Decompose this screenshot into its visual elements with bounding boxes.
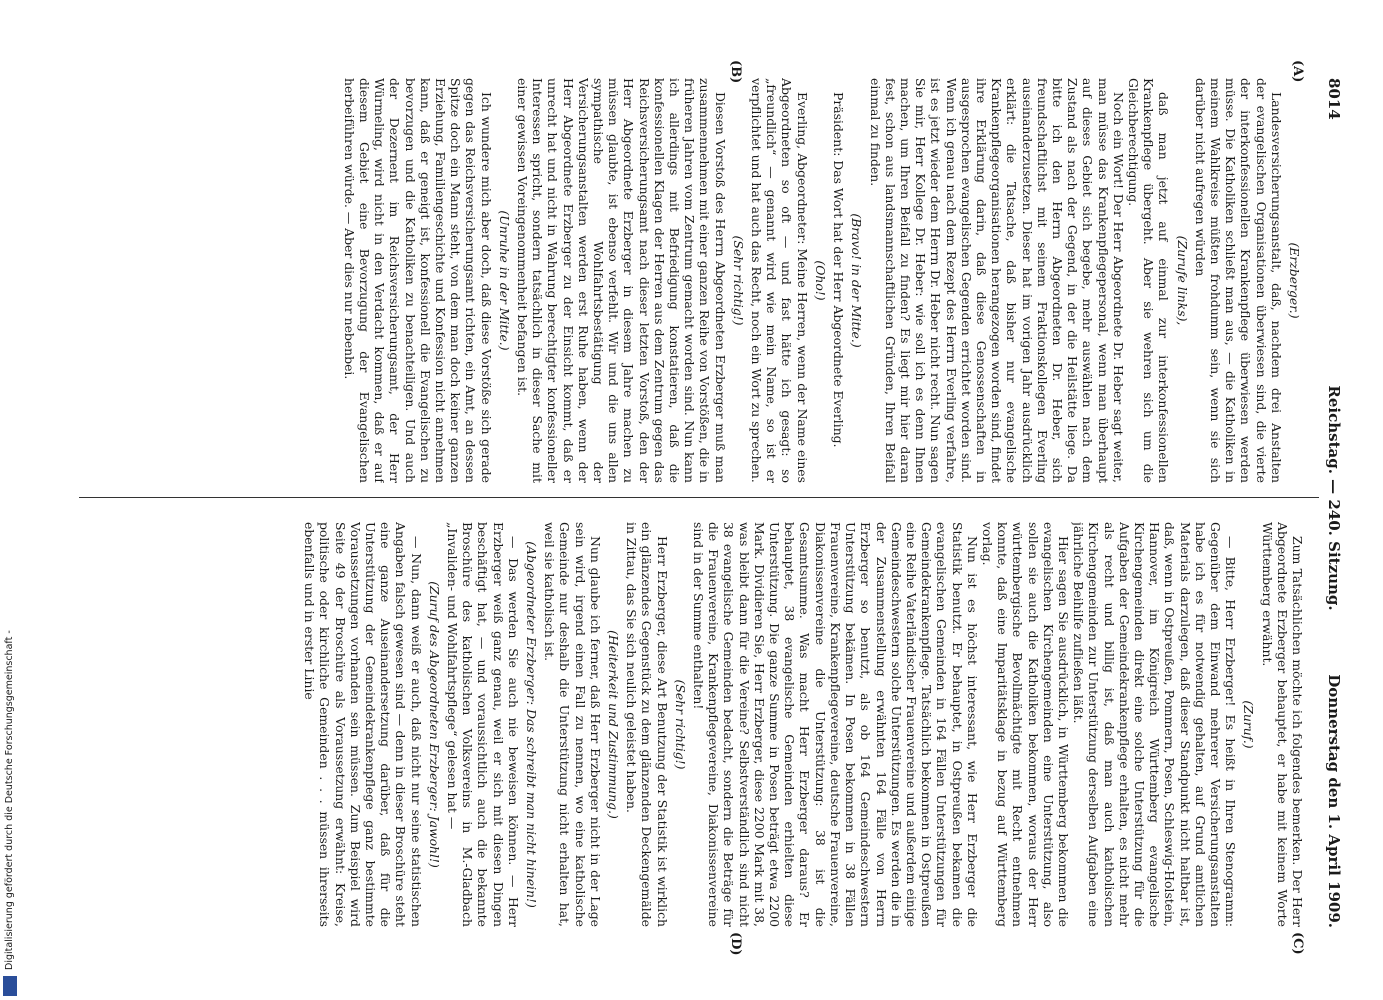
paragraph: Noch ein Wort! Der Herr Abgeordnete Dr. Heber sagt weiter, man müsse das Krankenpflegepersonal, wenn man überhaupt auf dieses Gebiet sich begebe, mehr auswählen nach dem Zustand als nach der Gegend, in der die Heilstätte liege. Da bitte ich den Herrn Abgeordneten Dr. Heber, sich freundschaftlichst mit seinem Fraktionskollegen Everling auseinanderzusetzen. Dieser hat im vorigen Jahr ausdrücklich erklärt: die Tatsache, daß bisher nur evangelische Krankenpflegeorganisationen herangezogen worden sind, findet ihre Erklärung darin, daß diese Genossenschaften in ausgesprochen evangelischen Gegenden errichtet worden sind. Wenn ich genau nach dem Rezept des Herrn Everling verfahre, ist es jetzt wieder dem Herrn Dr. Heber nicht recht. Nun sagen Sie mir, Herr Kollege Dr. Heber: wie soll ich es denn Ihnen machen, um Ihren Beifall zu finden? Es liegt mir hier daran fest, schon aus landsmannschaftlichen Gründen, Ihren Beifall einmal zu finden. (867, 78, 1126, 483)
paragraph: — Nun, dann weiß er auch, daß nicht nur seine statistischen Angaben falsch gewesen sind — denn in dieser Broschüre steht eine ganze Auseinandersetzung darüber, daß für die Unterstützung der Gemeindekrankenpflege ganz bestimmte Voraussetzungen vorhanden sein müssen. Zum Beispiel wird Seite 49 der Broschüre als Voraussetzung erwähnt: Kreise, politische oder kirchliche Gemeinden . . . müssen ihrerseits ebenfalls und in erster Linie (302, 522, 424, 927)
interjection: (Sehr richtig!) (730, 235, 746, 326)
session-date: Donnerstag den 1. April 1909. (1325, 674, 1343, 928)
running-title: Reichstag. — 240. Sitzung. (1325, 385, 1343, 611)
interjection: (Erzberger.) (1287, 242, 1302, 319)
paragraph: — Bitte, Herr Erzberger! Es heißt in Ihren Stenogramm: Gegenüber dem Einwand mehrerer Versicherungsanstalten habe ich es für notwendig gehalten, auf Grund amtlichen Materials darzulegen, daß dieser Standpunkt nicht haltbar ist, daß, wenn in Ostpreußen, Pommern, Posen, Schleswig-Holstein, Hannover, im Königreich Württemberg evangelische Kirchengemeinden direkt eine solche Unterstützung für die Aufgaben der Gemeindekrankenpflege erhalten, es nicht mehr als recht und billig ist, daß man auch katholischen Kirchengemeinden zur Unterstützung derselben Aufgaben eine jährliche Beihilfe zufließen läßt. (1071, 522, 1239, 927)
interjection: (Unruhe in der Mitte.) (496, 210, 512, 351)
paragraph: Nun ist es höchst interessant, wie Herr Erzberger die Statistik benutzt. Er behauptet, in Ostpreußen bekamen die evangelischen Gemeinden in 164 Fällen Unterstützungen für Gemeindekrankenpflege. Tatsächlich bekommen in Ostpreußen eine Reihe Vaterländischer Frauenvereine und außerdem einige Gemeindeschwestern solche Unterstützungen. Es werden die in der Zusammenstellung erwähnten 164 Fälle von Herrn Erzberger so benutzt, als ob 164 Gemeindeschwestern Unterstützung bekämen. In Posen bekommen in 38 Fällen Frauenvereine, Krankenpflegevereine, deutsche Frauenvereine, Diakonissenvereine die Unterstützung: 38 ist die Gesamtsumme. Was macht Herr Erzberger daraus? Er behauptet, 38 evangelische Gemeinden erhielten diese Unterstützung. Die ganze Summe in Posen beträgt etwa 2200 Mark. Dividieren Sie, Herr Erzberger, diese 2200 Mark mit 38, was bleibt dann für die Vereine? Selbstverständlich sind nicht 38 evangelische Gemeinden bedacht, sondern die Beträge für die Frauenvereine, Krankenpflegevereine, Diakonissenvereine sind in der Summe enthalten! (691, 522, 980, 927)
paragraph: Ich wundere mich aber doch, daß diese Vorstöße sich gerade gegen das Reichsversicherungsamt richten, ein Amt, an dessen Spitze doch ein Mann steht, von dem man doch keiner ganzen Erziehung, Familiengeschichte und Konfession nicht annehmen kann, daß er geneigt ist, konfessionell die Evangelischen zu bevorzugen und die Katholiken zu benachteiligen. Und auch der Dezernent im Reichsversicherungsamt, der Herr Würmeling, wird nicht in den Verdacht kommen, daß er auf diesem Gebiet eine Bevorzugung der Evangelischen herbeiführen würde. — Aber dies nur nebenbei. (341, 78, 494, 483)
interjection: (Oho!) (812, 260, 828, 301)
dfg-logo (3, 976, 17, 996)
column-divider (79, 497, 1319, 498)
page-number: 8014 (1325, 78, 1343, 120)
paragraph: daß man jetzt auf einmal zur interkonfessionellen Krankenpflege übergeht. Aber sie wehren sich um die Gleichberechtigung. (1125, 78, 1172, 483)
interjection: (Zurufe links), (1174, 235, 1190, 326)
paragraph: Diesen Vorstoß des Herrn Abgeordneten Erzberger muß man zusammennehmen mit einer ganzen Reihe von Vorstößen, die in früheren Jahren vom Zentrum gemacht worden sind. Nun kann ich allerdings mit Befriedigung konstatieren, daß die konfessionellen Klagen der Herren aus dem Zentrum gegen das Reichsversicherungsamt nach dieser letzten Vorstoß, den der Herr Abgeordnete Erzberger in diesem Jahre machen zu müssen glaubte, ist ebenso verfehlt. Wir und die uns allen sympathische Wohlfahrtsbestätigung der Versicherungsanstalten werden erst Ruhe haben, wenn der Herr Abgeordnete Erzberger zu der Einsicht kommt, daß er unrecht hat und nicht in Wahrung berechtigter konfessioneller Interessen spricht, sondern tatsächlich in dieser Sache mit einer gewissen Voreingenommenheit befangen ist. (515, 78, 728, 483)
left-text-column (85, 78, 1305, 483)
interjection: (Abgeordneter Erzberger: Das schreibt man nicht hinein!) (524, 541, 540, 908)
margin-mark-d: (D) (728, 932, 743, 956)
credit-text: Digitalisierung gefördert durch die Deutsche Forschungsgemeinschaft - (4, 630, 15, 970)
interjection: (Heiterkeit und Zustimmung.) (606, 630, 622, 819)
paragraph: Herr Erzberger, diese Art Benutzung der Statistik ist wirklich ein glänzendes Gegenstück zu dem glänzenden Deckengemälde in Zittau, das Sie sich neulich geleistet haben. (624, 522, 670, 927)
paragraph: Landesversicherungsanstalt, daß, nachdem drei Anstalten der evangelischen Organisationen überwiesen sind, die vierte der interkonfessionellen Krankenpflege überwiesen werden müsse. Die Katholiken schließt man aus, — die Katholiken in meinem Wahlkreise müßten frohdumm sein, wenn sie sich darüber nicht aufregen würden (1192, 78, 1284, 483)
margin-mark-c: (C) (1290, 932, 1305, 955)
interjection: (Zuruf des Abgeordneten Erzberger: Jawohl!) (426, 581, 442, 868)
paragraph: Zum Tatsächlichen möchte ich folgendes bemerken. Der Herr Abgeordnete Erzberger behauptet, er habe mit keinem Worte Württemberg erwähnt. (1259, 522, 1305, 927)
margin-mark-b: (B) (728, 60, 743, 84)
paragraph: — Das werden Sie auch nie beweisen können. — Herr Erzberger weiß ganz genau, weil er sich mit diesen Dingen beschäftigt hat, — und voraussichtlich auch die bekannte Broschüre des katholischen Volksvereins in M.-Gladbach „Invaliden- und Wohlfahrtspflege“ gelesen hat — (445, 522, 521, 927)
interjection: (Sehr richtig!) (672, 679, 688, 770)
paragraph: Präsident: Das Wort hat der Herr Abgeordnete Everling. (831, 92, 847, 448)
page-header (1317, 78, 1343, 928)
paragraph: Hier sagen Sie ausdrücklich, in Württemberg bekommen die evangelischen Kirchengemeinden eine Unterstützung, also sollen sie auch die Katholiken bekommen, woraus der Herr württembergische Bevollmächtigte mit Recht entnehmen konnte, daß eine Imparitätsklage in bezug auf Württemberg vorlag. (979, 522, 1071, 927)
interjection: (Bravo! in der Mitte.) (849, 213, 865, 348)
paragraph: Nun glaube ich ferner, daß Herr Erzberger nicht in der Lage sein wird, irgend einen Fall zu nennen, wo eine katholische Gemeinde nur deshalb die Unterstützung nicht erhalten hat, weil sie katholisch ist. (542, 522, 603, 927)
paragraph: Everling, Abgeordneter: Meine Herren, wenn der Name eines Abgeordneten so oft — und fast hätte ich gesagt: so „freundlich“ — genannt wird wie mein Name, so ist er verpflichtet und hat auch das Recht, noch ein Wort zu sprechen. (749, 78, 810, 483)
margin-mark-a: (A) (1290, 60, 1305, 83)
digitization-credit (2, 410, 20, 970)
right-text-column (85, 522, 1305, 927)
interjection: (Zuruf.) (1241, 700, 1257, 749)
